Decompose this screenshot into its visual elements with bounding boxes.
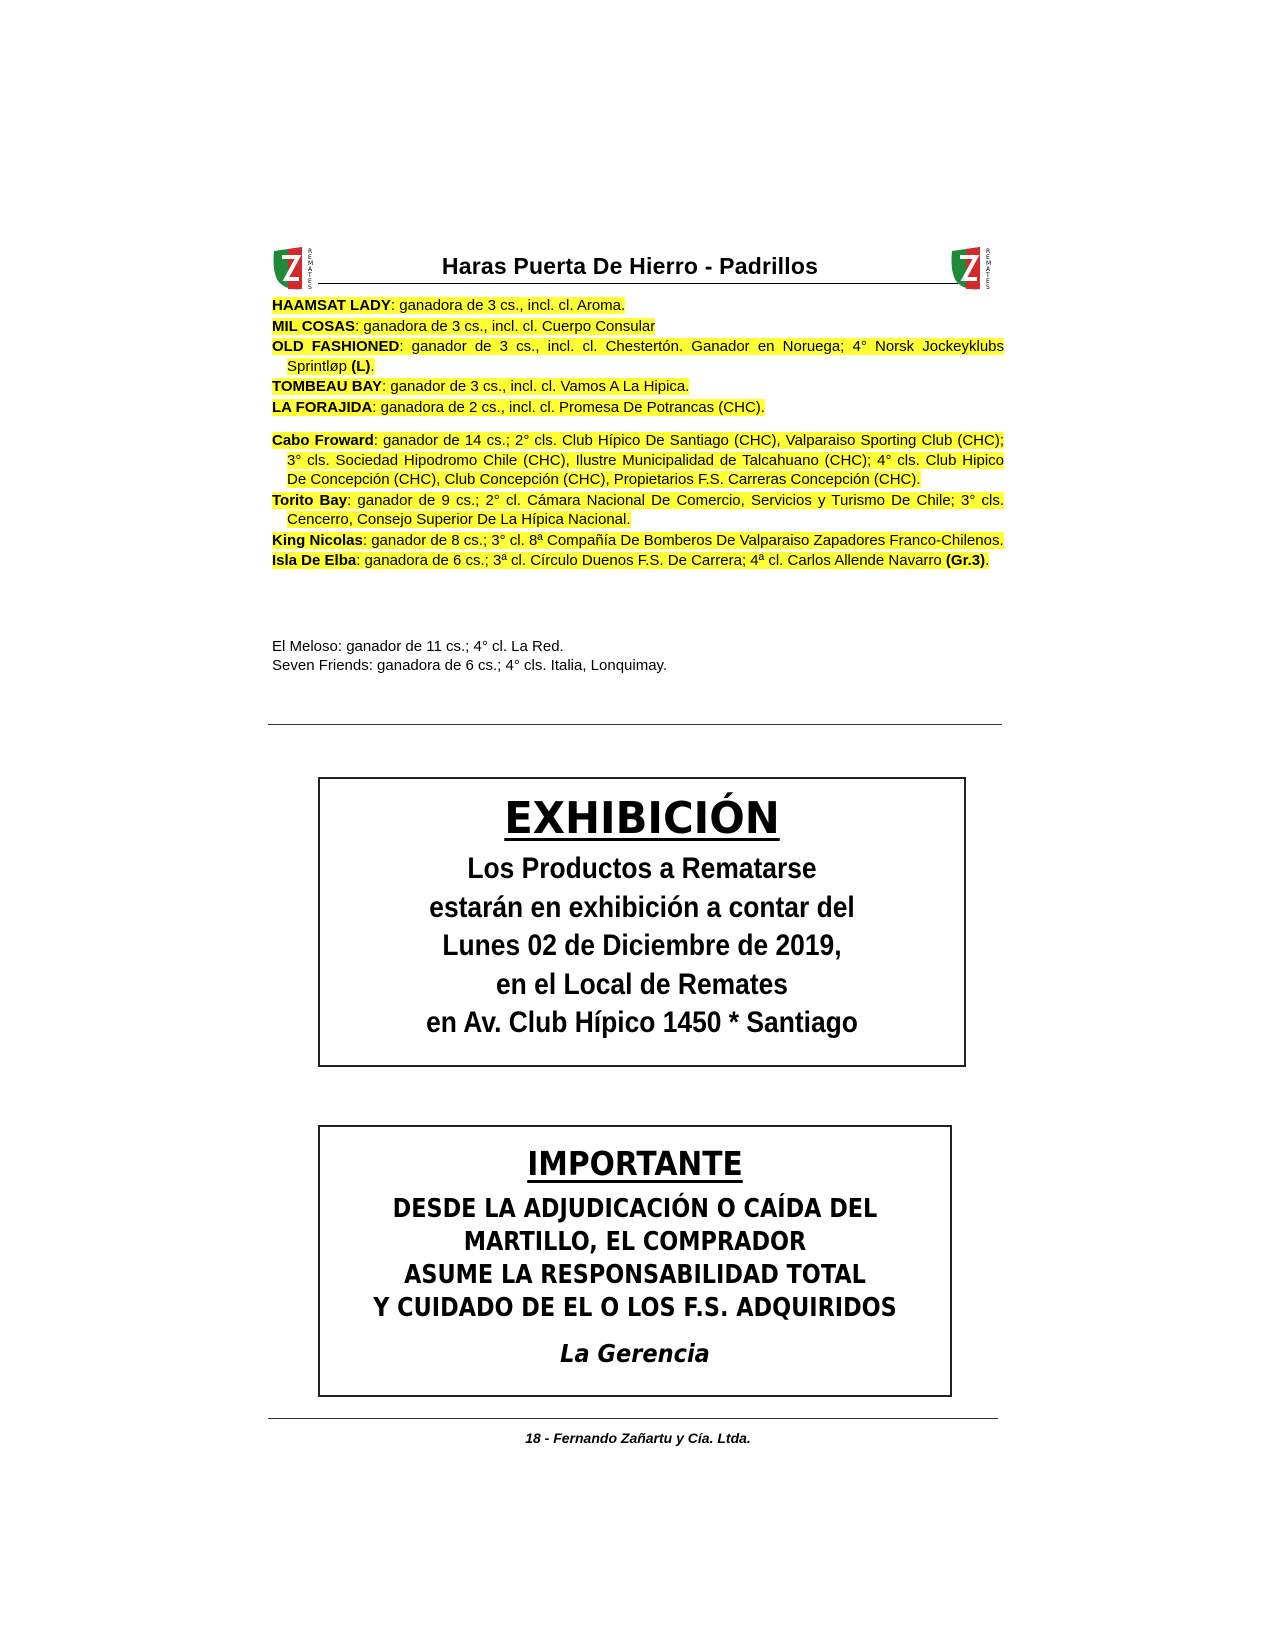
- importante-line: DESDE LA ADJUDICACIÓN O CAÍDA DEL: [392, 1194, 878, 1224]
- record-end: .: [985, 552, 990, 569]
- horse-name: King Nicolas: [272, 531, 363, 549]
- svg-text:S: S: [986, 284, 990, 291]
- svg-text:M: M: [308, 260, 314, 267]
- exhibicion-line: en Av. Club Hípico 1450 * Santiago: [426, 1006, 858, 1039]
- horse-record: : ganador de 8 cs.; 3° cl. 8ª Compañía De Bomberos De Valparaiso Zapadores Franco-Chilenos.: [362, 531, 1004, 549]
- horse-record: : ganadora de 3 cs., incl. cl. Aroma.: [390, 297, 626, 314]
- svg-text:R: R: [308, 248, 313, 255]
- svg-text:M: M: [986, 260, 992, 267]
- exhibicion-text: [359, 850, 926, 1043]
- list-item: [272, 398, 1004, 418]
- list-item: [272, 551, 1004, 571]
- svg-text:R: R: [986, 248, 991, 255]
- list-item: [272, 431, 1004, 490]
- list-item: [272, 491, 1004, 530]
- horse-record: : ganador de 14 cs.; 2° cls. Club Hípico De Santiago (CHC), Valparaiso Sporting Club (CHC); 3° cls. Sociedad Hipodromo Chile (CHC), Ilustre Municipalidad de Talcahuano (CHC); 4° cls. Club Hipico De Concepción (CHC), Club Concepción (CHC), Propietarios F.S. Carreras Concepción (CHC).: [287, 432, 1005, 488]
- horse-name: HAAMSAT LADY: [272, 297, 391, 314]
- zl-remates-logo-icon: [950, 245, 1000, 293]
- svg-text:T: T: [986, 272, 990, 279]
- svg-text:E: E: [308, 278, 312, 285]
- horse-record: : ganador de 9 cs.; 2° cl. Cámara Nacional De Comercio, Servicios y Turismo De Chile; 3° cls. Cencerro, Consejo Superior De La Hípica Nacional.: [287, 491, 1004, 528]
- horse-record: : ganador de 3 cs., incl. cl. Chestertón. Ganador en Noruega; 4° Norsk Jockeyklubs Sprintløp: [287, 338, 1005, 375]
- zl-remates-logo-left: [272, 245, 322, 293]
- plain-list: [272, 638, 1004, 675]
- exhibicion-title: EXHIBICIÓN: [504, 793, 780, 844]
- group1-list: [272, 296, 1004, 418]
- horse-name: MIL COSAS: [272, 317, 356, 335]
- exhibicion-box: [318, 777, 966, 1067]
- horse-name: TOMBEAU BAY: [272, 378, 383, 395]
- list-item: El Meloso: ganador de 11 cs.; 4° cl. La Red.: [272, 638, 564, 655]
- list-item: [272, 296, 1004, 316]
- list-item: [272, 531, 1004, 551]
- exhibicion-line: Los Productos a Rematarse: [467, 852, 817, 885]
- footer-rule: [268, 1418, 998, 1419]
- horse-record: : ganador de 3 cs., incl. cl. Vamos A La Hipica.: [382, 378, 690, 395]
- record-end: .: [370, 357, 375, 375]
- list-item: [272, 337, 1004, 376]
- exhibicion-line: Lunes 02 de Diciembre de 2019,: [442, 929, 842, 962]
- horse-name: OLD FASHIONED: [272, 338, 400, 355]
- importante-title: IMPORTANTE: [527, 1144, 743, 1183]
- horse-record: : ganadora de 3 cs., incl. cl. Cuerpo Consular: [355, 317, 656, 335]
- horse-record: : ganadora de 6 cs.; 3ª cl. Círculo Duenos F.S. De Carrera; 4ª cl. Carlos Allende Navarro: [356, 552, 946, 569]
- horse-name: Isla De Elba: [272, 552, 357, 569]
- exhibicion-line: en el Local de Remates: [496, 967, 788, 1001]
- page-footer: 18 - Fernando Zañartu y Cía. Ltda.: [525, 1430, 751, 1446]
- race-grade: (L): [351, 357, 371, 375]
- svg-text:A: A: [986, 266, 991, 273]
- header-rule: [318, 283, 958, 284]
- svg-text:E: E: [308, 254, 312, 261]
- list-item: [272, 317, 1004, 337]
- horse-name: LA FORAJIDA: [272, 398, 373, 416]
- group2-list: [272, 431, 1004, 572]
- signature: La Gerencia: [560, 1339, 710, 1368]
- svg-text:E: E: [986, 278, 990, 285]
- importante-box: [318, 1125, 952, 1397]
- list-item: [272, 377, 1004, 397]
- svg-text:A: A: [308, 266, 313, 273]
- importante-text: [364, 1193, 906, 1325]
- exhibicion-line: estarán en exhibición a contar del: [429, 890, 855, 924]
- zl-remates-logo-icon: [272, 245, 322, 293]
- horse-record: : ganadora de 2 cs., incl. cl. Promesa De Potrancas (CHC).: [372, 398, 765, 416]
- importante-line: ASUME LA RESPONSABILIDAD TOTAL: [404, 1260, 866, 1290]
- list-item: Seven Friends: ganadora de 6 cs.; 4° cls. Italia, Lonquimay.: [272, 656, 668, 674]
- importante-line: Y CUIDADO DE EL O LOS F.S. ADQUIRIDOS: [373, 1293, 897, 1323]
- importante-line: MARTILLO, EL COMPRADOR: [463, 1227, 807, 1257]
- svg-text:T: T: [308, 272, 312, 279]
- section-divider: [268, 724, 1002, 725]
- zl-remates-logo-right: [950, 245, 1000, 293]
- svg-text:S: S: [308, 284, 312, 291]
- page-title: Haras Puerta De Hierro - Padrillos: [441, 253, 819, 279]
- race-grade: (Gr.3): [945, 552, 986, 569]
- horse-name: Torito Bay: [272, 491, 348, 509]
- svg-text:E: E: [986, 254, 990, 261]
- horse-name: Cabo Froward: [272, 432, 374, 449]
